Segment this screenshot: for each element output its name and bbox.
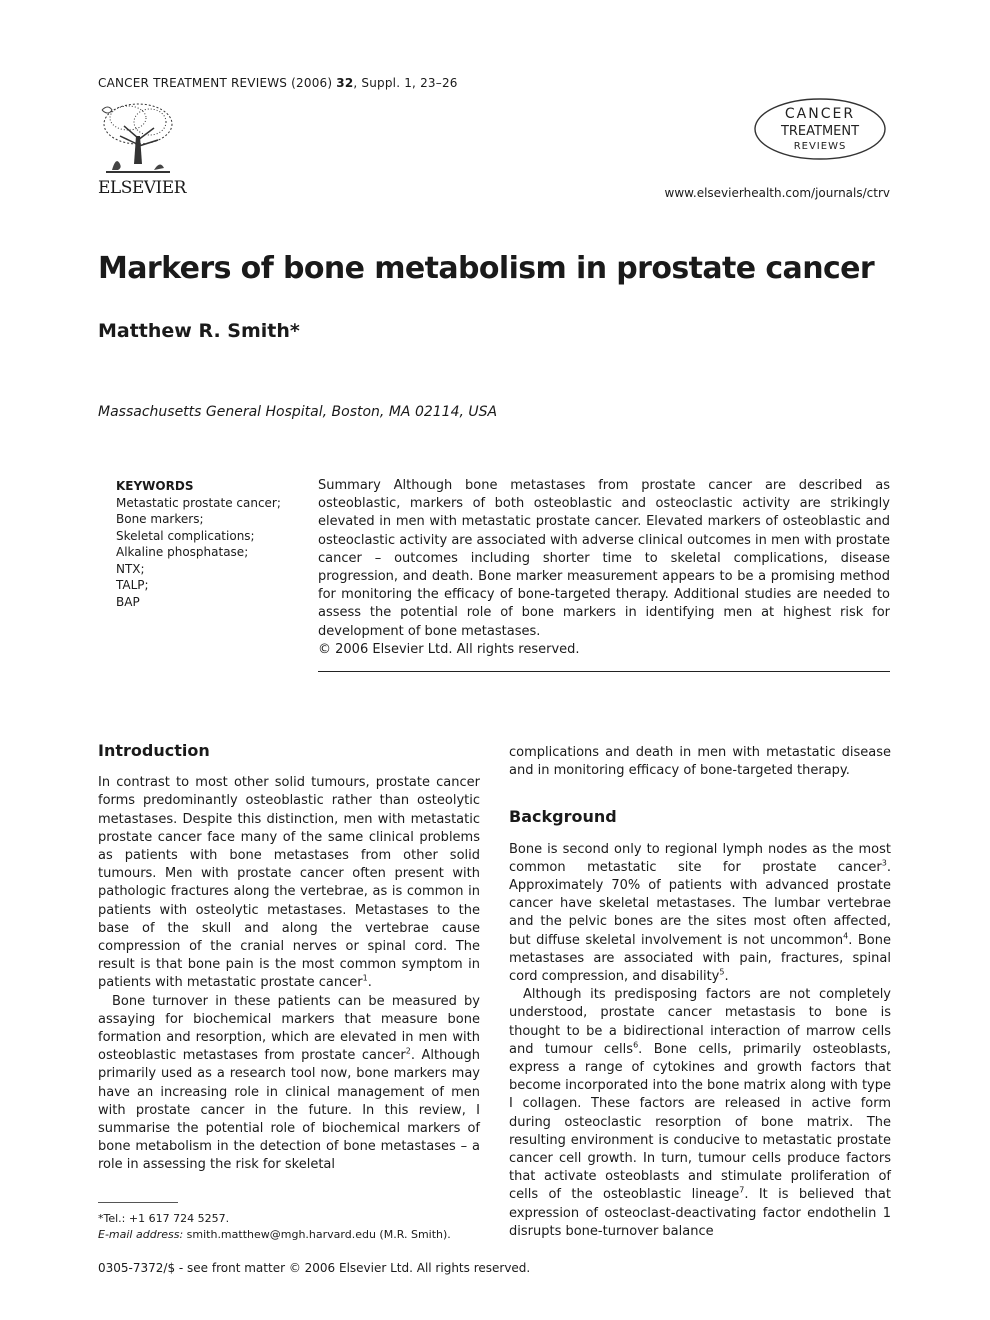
abstract-text: Although bone metastases from prostate cancer are described as osteoblastic, markers of both osteoblastic and osteoclastic activity are strikingly elevated in men with metastatic prostate cancer. Elevated markers of osteoblastic and osteoclastic activity are associated with adverse clinical outcomes in men with prostate cancer – outcomes including shorter time to skeletal complications, disease progression, and death. Bone marker measurement appears to be a promising method for monitoring the efficacy of bone-targeted therapy. Additional studies are needed to assess the potential role of bone markers in identifying men at highest risk for development of bone metastases. xyxy=(318,478,890,639)
reference-3[interactable]: 3 xyxy=(881,858,887,868)
intro-paragraph-2: Bone turnover in these patients can be measured by assaying for biochemical markers that measure bone formation and resorption, which are elevated in men with osteoblastic metastases from prostate cancer$^2$. Although primarily used as a research tool now, bone markers may have an increasing role in clinical management of men with prostate cancer in the future. In this review, I summarise the potential role of biochemical markers of bone metabolism in the detection of bone metastases – a role in assessing the risk for skeletal xyxy=(98,993,480,1173)
article-title: Markers of bone metabolism in prostate cancer xyxy=(98,251,875,286)
keyword-item: Skeletal complications; xyxy=(116,528,255,543)
reference-1[interactable]: 1 xyxy=(362,974,368,984)
journal-logo-line-3: REVIEWS xyxy=(793,141,847,152)
email-address[interactable]: smith.matthew@mgh.harvard.edu (M.R. Smith). xyxy=(183,1228,451,1241)
footnote-email-line xyxy=(98,1227,451,1243)
footnote-divider xyxy=(98,1202,178,1203)
reference-4[interactable]: 4 xyxy=(843,931,849,941)
reference-7[interactable]: 7 xyxy=(739,1186,745,1196)
journal-logo-line-2: TREATMENT xyxy=(780,124,860,139)
keyword-item: Bone markers; xyxy=(116,512,204,526)
keyword-item: Metastatic prostate cancer; xyxy=(116,495,281,510)
keyword-item: TALP; xyxy=(116,578,149,592)
intro-paragraph-1: In contrast to most other solid tumours, prostate cancer forms predominantly osteoblastic rather than osteolytic metastases. Despite this distinction, men with metastatic prostate cancer face many of the same clinical problems as patients with bone metastases from other solid tumours. Men with prostate cancer often present with pathologic fractures along the vertebrae, as is common in patients with osteolytic metastases. Metastases to the base of the skull and along the vertebrae cause compression of the cranial nerves or spinal cord. The result is that bone pain is the most common symptom in patients with metastatic prostate cancer$^1$. xyxy=(98,775,480,991)
journal-citation-text: CANCER TREATMENT REVIEWS (2006) xyxy=(98,76,337,90)
footnote-telephone: *Tel.: +1 617 724 5257. xyxy=(98,1212,230,1225)
background-paragraph-1: Bone is second only to regional lymph nodes as the most common metastatic site for prostate cancer$^3$. Approximately 70% of patients with advanced prostate cancer have skeletal metastases. The lumbar vertebrae and the pelvic bones are the sites most often affected, but diffuse skeletal involvement is not uncommon$^4$. Bone metastases are associated with pain, fractures, spinal cord compression, and disability$^5$. xyxy=(509,841,891,985)
keywords-list xyxy=(116,478,296,610)
background-paragraph-2: Although its predisposing factors are not completely understood, prostate cancer metastasis to bone is thought to be a bidirectional interaction of marrow cells and tumour cells$^6$. Bone cells, primarily osteoblasts, express a range of cytokines and growth factors that become incorporated into the bone matrix along with type I collagen. These factors are released in active form during osteoclastic resorption of bone matrix. The resulting environment is conducive to metastatic prostate cancer cell growth. In turn, tumour cells produce factors that activate osteoblasts and stimulate proliferation of cells of the osteoblastic lineage$^7$. It is believed that expression of osteoclast-deactivating factor endothelin 1 disrupts bone-turnover balance xyxy=(509,987,891,1239)
keyword-item: Alkaline phosphatase; xyxy=(116,545,249,559)
keyword-item: BAP xyxy=(116,594,140,609)
footnote xyxy=(98,1211,451,1243)
journal-citation xyxy=(98,76,458,90)
front-matter-copyright: 0305-7372/$ - see front matter © 2006 Elsevier Ltd. All rights reserved. xyxy=(98,1261,531,1275)
reference-2[interactable]: 2 xyxy=(405,1046,411,1056)
intro-paragraph-continued: complications and death in men with metastatic disease and in monitoring efficacy of bone-targeted therapy. xyxy=(509,745,891,779)
reference-5[interactable]: 5 xyxy=(719,967,725,977)
journal-logo xyxy=(752,96,888,162)
journal-pages: , Suppl. 1, 23–26 xyxy=(353,76,458,90)
elsevier-tree-icon xyxy=(98,100,190,176)
section-heading-background: Background xyxy=(509,807,617,827)
keywords-heading: KEYWORDS xyxy=(116,479,194,493)
section-heading-introduction: Introduction xyxy=(98,741,210,760)
journal-url[interactable]: www.elsevierhealth.com/journals/ctrv xyxy=(664,186,890,200)
abstract xyxy=(318,477,890,659)
left-column xyxy=(98,742,480,1175)
journal-logo-line-1: CANCER xyxy=(784,106,856,122)
keyword-item: NTX; xyxy=(116,561,145,576)
email-label: E-mail address: xyxy=(98,1228,184,1241)
abstract-divider xyxy=(318,671,890,672)
elsevier-logo xyxy=(98,100,190,198)
journal-volume: 32 xyxy=(336,76,354,90)
abstract-copyright: © 2006 Elsevier Ltd. All rights reserved. xyxy=(318,641,580,657)
right-column xyxy=(509,744,891,1241)
abstract-label: Summary xyxy=(318,478,381,493)
author-affiliation: Massachusetts General Hospital, Boston, MA 02114, USA xyxy=(98,404,498,420)
author-name: Matthew R. Smith* xyxy=(98,320,300,342)
reference-6[interactable]: 6 xyxy=(633,1040,639,1050)
publisher-name: ELSEVIER xyxy=(98,178,186,198)
